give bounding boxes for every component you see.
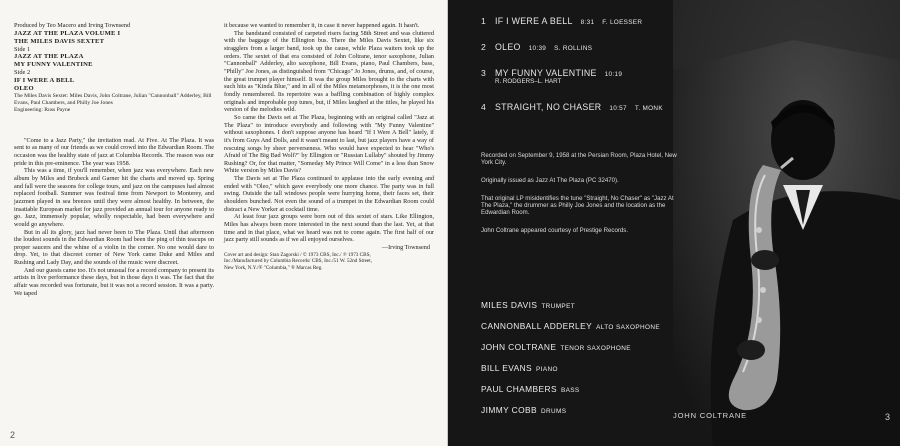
player-name: PAUL CHAMBERS xyxy=(481,384,557,394)
player-row xyxy=(481,405,701,426)
player-name: JOHN COLTRANE xyxy=(481,342,557,352)
note-paragraph: John Coltrane appeared courtesy of Prestige Records. xyxy=(481,227,629,234)
right-page xyxy=(448,0,900,446)
essay-paragraph: And our guests came too. It's not unusual for a record company to present its artists in live performance these days, but in those days it was. The fact that the affair was recorded was fortunate, but it was not a record session. It was a party. We taped xyxy=(14,266,214,297)
essay-paragraph: The bandstand consisted of carpeted risers facing 58th Street and was cluttered with the baggage of the Ellington bus. There the Miles Davis Sextet, like six stragglers from a larger band, took up the cause, while Plaza waiters took up the orders. The sextet of that era consisted of John Coltrane, tenor saxophone, Julian "Cannonball" Adderley, alto saxophone, Bill Evans, piano, Paul Chambers, bass, "Philly" Joe Jones, as distinguished from "Chicago" Jo Jones, drums, and, of course, the great trumpet player himself. It was the group Miles brought to the charts with such hits as "Kinda Blue," and in all of the Miles metamorphoses, it is the one most fondly remembered. Its repertoire was a baffling combination of highly complex originals and improbable pop tunes, but, if Miles laughed at the titles, he played his version of the melodies wild. xyxy=(224,29,434,114)
track-list xyxy=(481,16,721,128)
essay-paragraph: At least four jazz groups were born out of this sextet of stars. Like Ellington, Miles has always been more interested in the next sound than the last. Yet, at that time and in that place, what we heard was not to come again. The first half of our jazz party still sounds as if we all enjoyed ourselves. xyxy=(224,213,434,244)
album-title: JAZZ AT THE PLAZA VOLUME I xyxy=(14,29,121,37)
side1-label: Side 1 xyxy=(14,45,31,53)
track-time: 8:31 xyxy=(580,19,595,26)
track-number: 1 xyxy=(481,16,487,26)
essay-paragraph: The Davis set at The Plaza continued to applause into the early evening and ended with "Oleo," which gave everybody one more chance. The party was in full swing. Outside the tall windows people were hurrying home, their faces set, their shoulders bunched. Not even the sound of a trumpet in the Edwardian Room could distract a New Yorker at cocktail time. xyxy=(224,175,434,213)
player-instrument: PIANO xyxy=(536,366,558,373)
essay-paragraph: it because we wanted to remember it, in case it never happened again. It hasn't. xyxy=(224,22,420,29)
side2-track-1: IF I WERE A BELL xyxy=(14,76,75,84)
essay-paragraph: So came the Davis set at The Plaza, beginning with an original called "Jazz at The Plaza" to introduce everybody and following with "My Funny Valentine" without saxophones. I don't suppose anyone has heard "If I Were A Bell" lately, if it's from Guys And Dolls, and it wasn't meant to last, but jazz players have a way of rescuing songs by sheer perverseness. Who would have expected to hear "Who's Afraid of The Big Bad Wolf?" by Ellington or "Russian Lullaby" shouted by Jimmy Rushing? Or, for that matter, "Someday My Prince Will Come" in a less than Snow White version by Miles Davis? xyxy=(224,113,434,175)
track-time: 10:57 xyxy=(609,105,627,112)
player-name: MILES DAVIS xyxy=(481,300,538,310)
player-instrument: ALTO SAXOPHONE xyxy=(596,324,661,331)
track-composer: S. ROLLINS xyxy=(554,45,593,52)
side1-track-1: JAZZ AT THE PLAZA xyxy=(14,53,84,61)
player-row xyxy=(481,342,701,363)
note-paragraph: Originally issued as Jazz At The Plaza (PC 32470). xyxy=(481,177,619,184)
recording-notes xyxy=(481,152,681,245)
essay-paragraph: This was a time, if you'll remember, when jazz was everywhere. Each new album by Miles and Brubeck and Garner hit the charts and moved up. Spring and fall were the seasons for college tours, and jazz on the campuses had almost replaced football. Summer was festival time from Newport to Monterey, and jazzmen played in sea breezes until they were almost healthy. In between, the insatiable European market for jazz provided an annual tour for anyone ready to go. Jazz, immensely popular, wholly respectable, had been everywhere and would go anywhere. xyxy=(14,167,214,228)
player-name: BILL EVANS xyxy=(481,363,533,373)
producer-credit: Produced by Teo Macero and Irving Townsend xyxy=(14,22,131,29)
player-instrument: TRUMPET xyxy=(541,303,576,310)
sextet-personnel-note: The Miles Davis Sextet: Miles Davis, John Coltrane, Julian "Cannonball" Adderley, Bill Evans, Paul Chambers, and Philly Joe Jones xyxy=(14,92,212,106)
essay-signature: —Irving Townsend xyxy=(381,244,430,252)
page-number-right: 3 xyxy=(884,412,890,422)
track-row xyxy=(481,102,721,128)
note-paragraph: Recorded on September 9, 1958 at the Persian Room, Plaza Hotel, New York City. xyxy=(481,152,677,166)
essay-paragraph: "Come to a Jazz Party," the invitation read. At Five. At The Plaza. It was sent to as many of our friends as we could crowd into the Edwardian Room. The occasion was the healthy state of jazz at Columbia Records. The reason was our pride in this pre-eminence. The year was 1958. xyxy=(14,136,214,167)
track-composer: R. RODGERS–L. HART xyxy=(495,78,562,85)
track-title: STRAIGHT, NO CHASER xyxy=(495,102,602,112)
track-composer: F. LOESSER xyxy=(602,19,643,26)
player-row xyxy=(481,321,701,342)
track-number: 3 xyxy=(481,68,487,78)
track-time: 10:39 xyxy=(528,45,547,52)
player-row xyxy=(481,363,701,384)
player-row xyxy=(481,384,701,405)
engineering-credit: Engineering: Russ Payne xyxy=(14,106,71,113)
page-number-left: 2 xyxy=(10,430,16,440)
right-column xyxy=(224,22,434,271)
left-page xyxy=(0,0,448,446)
left-column xyxy=(14,22,214,297)
side2-label: Side 2 xyxy=(14,69,31,77)
photo-caption: JOHN COLTRANE xyxy=(673,411,747,420)
cover-credit: Cover art and design: Stan Zagorski / © 1973 CBS, Inc./ ℗ 1973 CBS, Inc./Manufactured by Columbia Records/ CBS, Inc./51 W. 52nd Street, New York, N.Y./® "Columbia," ® Marcas Reg. xyxy=(224,251,372,271)
side2-track-2: OLEO xyxy=(14,84,34,92)
side1-track-2: MY FUNNY VALENTINE xyxy=(14,61,93,69)
track-row xyxy=(481,16,721,42)
note-paragraph: That original LP misidentifies the tune "Straight, No Chaser" as "Jazz At The Plaza," the drummer as Philly Joe Jones and the location as the Edwardian Room. xyxy=(481,195,674,216)
player-row xyxy=(481,300,701,321)
track-time: 10:19 xyxy=(604,71,623,78)
album-subtitle: THE MILES DAVIS SEXTET xyxy=(14,37,105,45)
track-composer: T. MONK xyxy=(634,105,663,112)
player-instrument: TENOR SAXOPHONE xyxy=(560,345,631,352)
track-title: OLEO xyxy=(495,42,521,52)
player-instrument: DRUMS xyxy=(540,408,567,415)
player-name: CANNONBALL ADDERLEY xyxy=(481,321,593,331)
liner-essay-part-1 xyxy=(14,137,214,298)
track-number: 2 xyxy=(481,42,487,52)
track-title: IF I WERE A BELL xyxy=(495,16,573,26)
track-title: MY FUNNY VALENTINE xyxy=(495,68,597,78)
player-instrument: BASS xyxy=(560,387,580,394)
track-number: 4 xyxy=(481,102,487,112)
personnel-list xyxy=(481,300,701,426)
player-name: JIMMY COBB xyxy=(481,405,537,415)
essay-paragraph: But in all its glory, jazz had never been to The Plaza. Until that afternoon the loudest sounds in the Edwardian Room had been the ping of thin teacups on proper saucers and the whine of a violin in the corner. No one would dare to drop. Yet, to that discreet corner of New York came Duke and Miles and Rushing and Lady Day, and the sounds of the music were discreet. xyxy=(14,228,214,267)
track-row xyxy=(481,42,721,68)
